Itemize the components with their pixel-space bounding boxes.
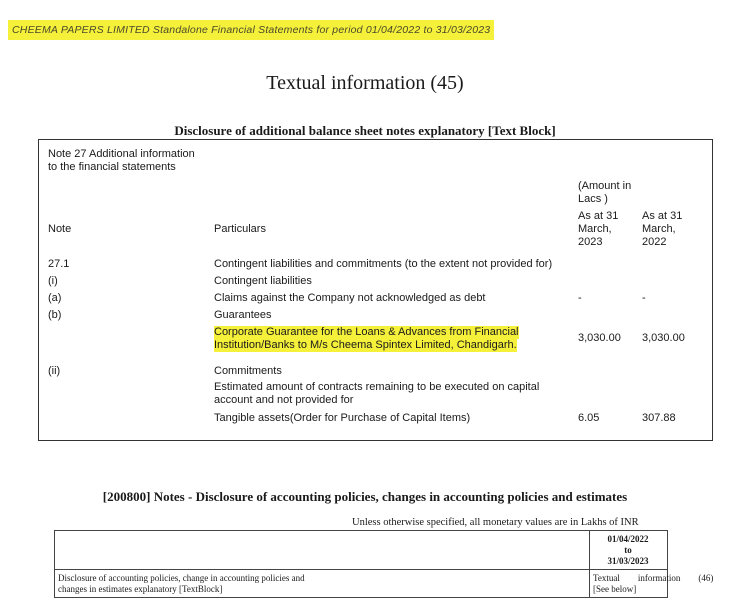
col-2023-header-line2: March, [578,223,612,235]
col-2022-header-line2: March, [642,223,676,235]
row-particulars: Contingent liabilities and commitments (to the extent not provided for) [214,258,553,270]
period-header-line1: 01/04/2022 [607,534,649,544]
policy-row-value-line1: Textual information (46) [593,573,714,583]
note-27-box [38,139,713,441]
amount-unit-line2: Lacs ) [578,193,608,205]
guarantee-value-2022: 3,030.00 [642,332,685,344]
policy-row-label-line1: Disclosure of accounting policies, change in accounting policies and [58,573,305,583]
page-title: Textual information (45) [266,72,464,94]
row-note: 27.1 [48,258,70,270]
row-value-2022: 307.88 [642,412,676,424]
row-particulars: Guarantees [214,309,272,321]
policy-row-label-line2: changes in estimates explanatory [TextBlock] [58,584,223,594]
row-value-2022: - [642,292,646,304]
col-note-header: Note [48,223,72,235]
row-note: (i) [48,275,58,287]
col-2022-header-line1: As at 31 [642,210,683,222]
guarantee-particulars-line2: Institution/Banks to M/s Cheema Spintex Limited, Chandigarh. [214,339,517,351]
period-header-line3: 31/03/2023 [607,556,649,566]
policy-row-value-line2: [See below] [593,584,637,594]
col-2022-header-line3: 2022 [642,236,667,248]
monetary-units-note: Unless otherwise specified, all monetary values are in Lakhs of INR [352,517,639,528]
col-2023-header-line1: As at 31 [578,210,619,222]
row-particulars: Contingent liabilities [214,275,312,287]
row-value-2023: - [578,292,582,304]
note-heading-line1: Note 27 Additional information [48,148,195,160]
row-particulars: Claims against the Company not acknowledged as debt [214,292,486,304]
note-heading-line2: to the financial statements [48,161,176,173]
period-header-line2: to [624,545,632,555]
amount-unit-line1: (Amount in [578,180,632,192]
row-particulars: Commitments [214,365,282,377]
row-particulars: Tangible assets(Order for Purchase of Capital Items) [214,412,471,424]
policy-table [54,530,714,598]
row-note: (ii) [48,365,61,377]
col-particulars-header: Particulars [214,223,266,235]
guarantee-value-2023: 3,030.00 [578,332,621,344]
commitments-particulars-line1: Estimated amount of contracts remaining to be executed on capital [214,381,540,393]
policy-section-title: [200800] Notes - Disclosure of accounting policies, changes in accounting policies and estimates [102,489,628,504]
row-note: (a) [48,292,62,304]
row-value-2023: 6.05 [578,412,600,424]
row-note: (b) [48,309,62,321]
block-title: Disclosure of additional balance sheet notes explanatory [Text Block] [174,123,556,138]
table-divider [55,569,667,570]
col-2023-header-line3: 2023 [578,236,603,248]
guarantee-particulars-line1: Corporate Guarantee for the Loans & Advances from Financial [214,326,519,338]
commitments-particulars-line2: account and not provided for [214,394,354,406]
document-header: CHEEMA PAPERS LIMITED Standalone Financial Statements for period 01/04/2022 to 31/03/2023 [8,20,494,40]
